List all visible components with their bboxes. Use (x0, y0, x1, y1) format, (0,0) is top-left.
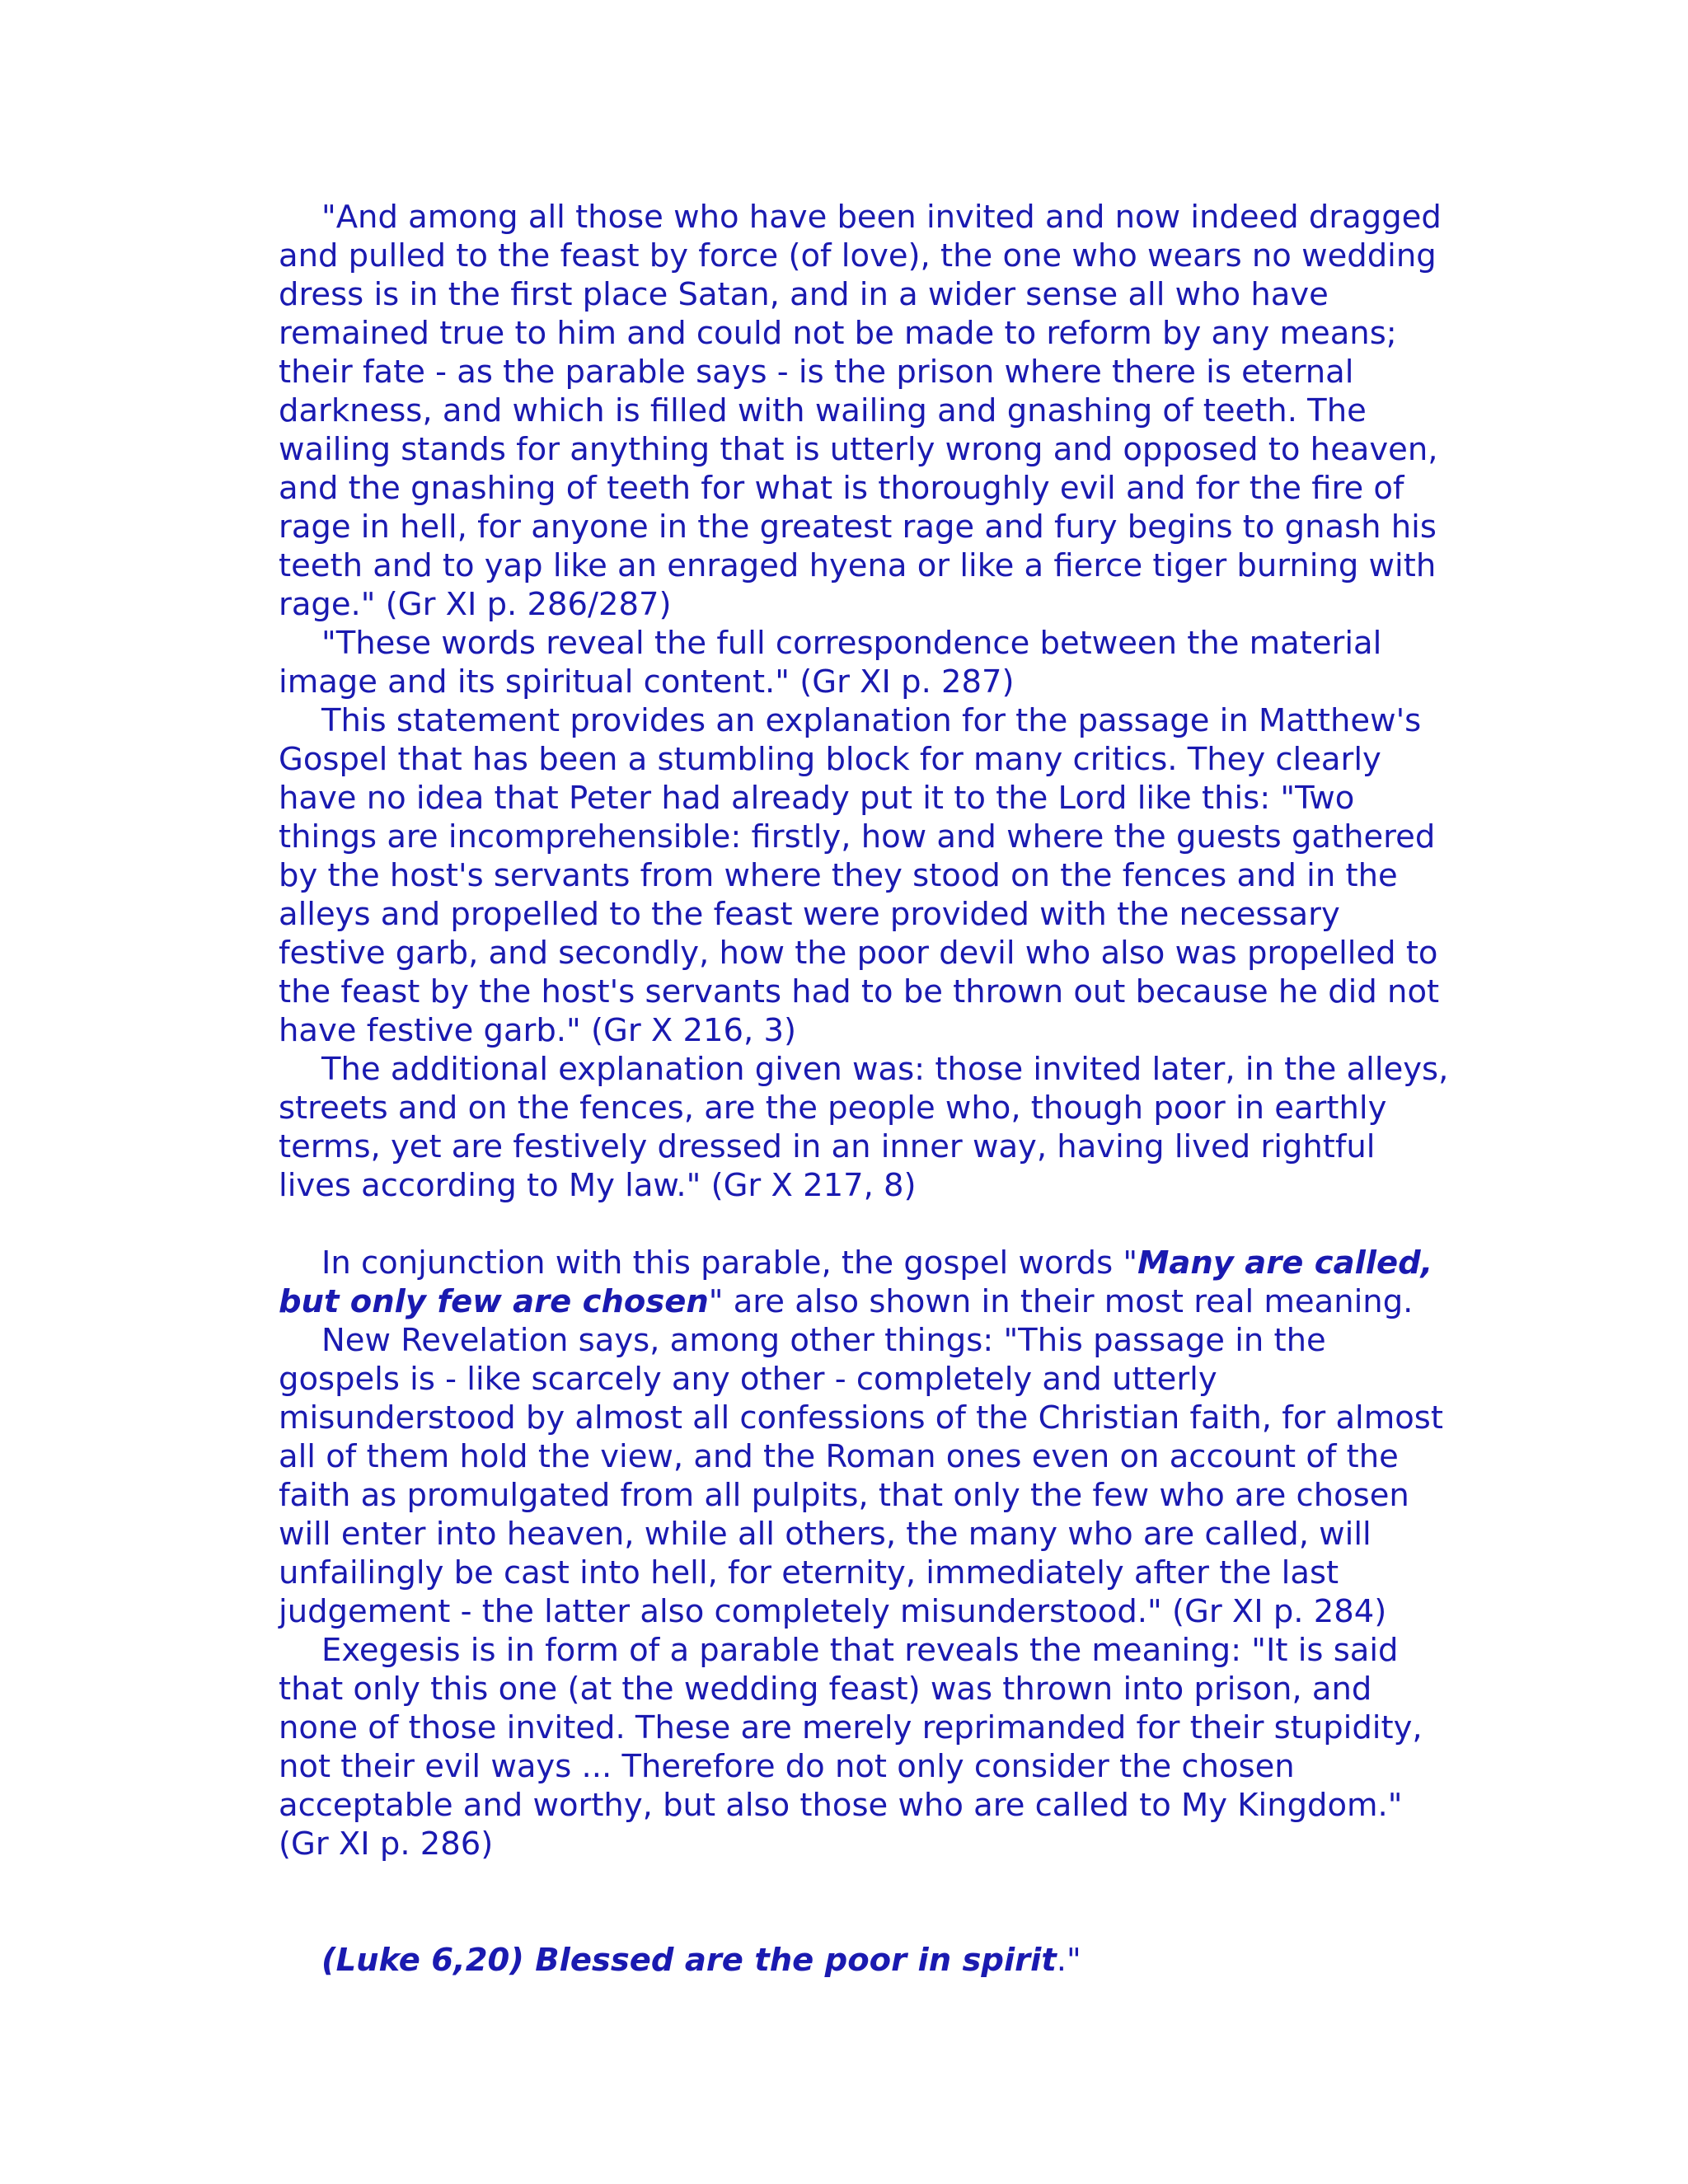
text-line: rage." (Gr XI p. 286/287) (279, 586, 672, 623)
text-line: have no idea that Peter had already put it to the Lord like this: "Two (279, 780, 1355, 817)
paragraph-matthew-explanation (236, 701, 1472, 1050)
text-line: image and its spiritual content." (Gr XI p. 287) (279, 663, 1015, 701)
text-run: " are also shown in their most real meaning. (708, 1283, 1414, 1320)
text-line: acceptable and worthy, but also those who are called to My Kingdom." (279, 1787, 1403, 1824)
text-line: terms, yet are festively dressed in an inner way, having lived rightful (279, 1128, 1376, 1165)
text-line: and the gnashing of teeth for what is thoroughly evil and for the fire of (279, 470, 1404, 507)
spacer (236, 1205, 1472, 1244)
text-line: not their evil ways ... Therefore do not only consider the chosen (279, 1748, 1295, 1785)
text-line: things are incomprehensible: firstly, how and where the guests gathered (279, 818, 1436, 855)
text-line: alleys and propelled to the feast were provided with the necessary (279, 896, 1340, 933)
text-line: dress is in the first place Satan, and in a wider sense all who have (279, 276, 1329, 313)
text-line: and pulled to the feast by force (of love), the one who wears no wedding (279, 237, 1437, 274)
text-run: In conjunction with this parable, the gospel words " (321, 1244, 1138, 1282)
text-line: by the host's servants from where they stood on the fences and in the (279, 857, 1398, 894)
text-line: teeth and to yap like an enraged hyena or like a fierce tiger burning with (279, 547, 1437, 584)
text-line: that only this one (at the wedding feast) was thrown into prison, and (279, 1671, 1372, 1708)
text-line: judgement - the latter also completely misunderstood." (Gr XI p. 284) (279, 1593, 1387, 1630)
document-page (236, 198, 1472, 1980)
heading-suffix: ." (1056, 1942, 1081, 1979)
text-line: remained true to him and could not be made to reform by any means; (279, 315, 1397, 352)
text-line: misunderstood by almost all confessions of the Christian faith, for almost (279, 1399, 1443, 1436)
paragraph-additional-explanation (236, 1050, 1472, 1205)
section-heading (236, 1941, 1472, 1980)
text-line: Exegesis is in form of a parable that reveals the meaning: "It is said (321, 1632, 1399, 1669)
text-line: "These words reveal the full correspondence between the material (321, 625, 1382, 662)
text-line: all of them hold the view, and the Roman ones even on account of the (279, 1438, 1399, 1475)
text-line: New Revelation says, among other things: "This passage in the (321, 1322, 1326, 1359)
emphasis-text: Many are called, (1137, 1244, 1433, 1282)
text-line: unfailingly be cast into hell, for eternity, immediately after the last (279, 1554, 1339, 1591)
text-line: This statement provides an explanation for the passage in Matthew's (321, 702, 1422, 739)
text-line: The additional explanation given was: those invited later, in the alleys, (321, 1051, 1449, 1088)
heading-line (236, 1941, 1472, 1980)
text-line: festive garb, and secondly, how the poor devil who also was propelled to (279, 935, 1438, 972)
text-line: rage in hell, for anyone in the greatest rage and fury begins to gnash his (279, 509, 1437, 546)
heading-emphasis: (Luke 6,20) Blessed are the poor in spirit (321, 1942, 1057, 1979)
emphasis-text: but only few are chosen (279, 1283, 709, 1320)
paragraph-new-revelation (236, 1321, 1472, 1631)
paragraph-exegesis (236, 1631, 1472, 1863)
text-line: wailing stands for anything that is utterly wrong and opposed to heaven, (279, 431, 1438, 468)
text-line: Gospel that has been a stumbling block for many critics. They clearly (279, 741, 1381, 778)
text-line: none of those invited. These are merely reprimanded for their stupidity, (279, 1709, 1423, 1746)
text-line: (Gr XI p. 286) (279, 1825, 494, 1863)
spacer (236, 1863, 1472, 1941)
text-line: their fate - as the parable says - is the prison where there is eternal (279, 354, 1354, 391)
paragraph-correspondence (236, 624, 1472, 701)
paragraph-many-called (236, 1244, 1472, 1321)
text-line: the feast by the host's servants had to be thrown out because he did not (279, 973, 1440, 1010)
text-line (236, 1282, 1472, 1321)
paragraph-wedding-dress (236, 198, 1472, 624)
text-line: have festive garb." (Gr X 216, 3) (279, 1012, 796, 1049)
text-line: lives according to My law." (Gr X 217, 8) (279, 1167, 917, 1204)
text-line: will enter into heaven, while all others, the many who are called, will (279, 1516, 1372, 1553)
text-line (236, 1244, 1472, 1282)
text-line: "And among all those who have been invited and now indeed dragged (321, 199, 1442, 236)
text-line: gospels is - like scarcely any other - completely and utterly (279, 1361, 1217, 1398)
text-line: streets and on the fences, are the people who, though poor in earthly (279, 1090, 1387, 1127)
text-line: faith as promulgated from all pulpits, that only the few who are chosen (279, 1477, 1409, 1514)
text-line: darkness, and which is filled with wailing and gnashing of teeth. The (279, 392, 1367, 429)
